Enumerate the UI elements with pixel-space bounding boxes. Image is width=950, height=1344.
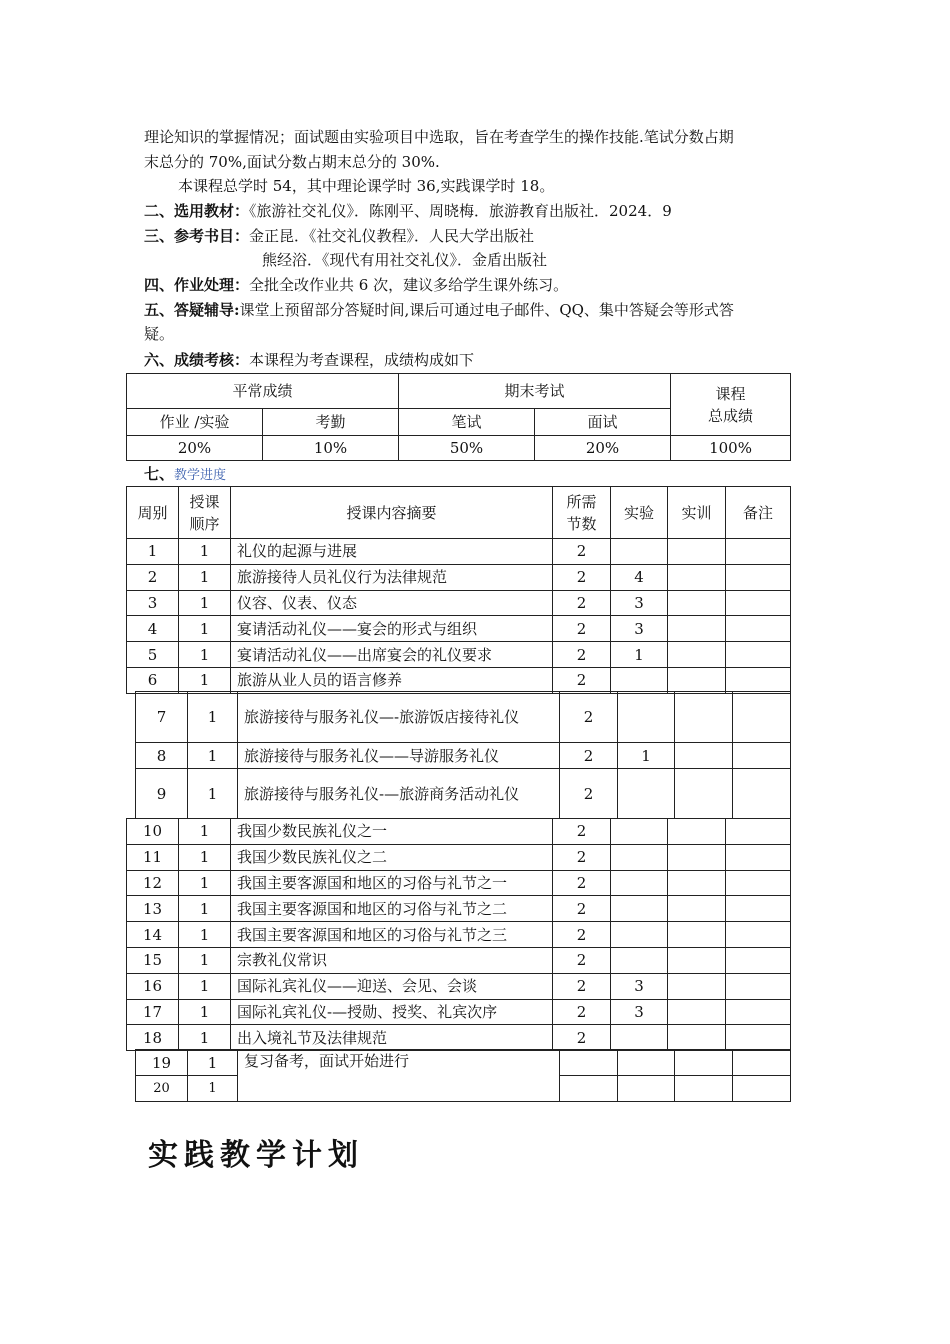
order-cell: 1 (188, 692, 238, 743)
order-cell: 1 (179, 999, 231, 1025)
schedule-row (136, 769, 791, 819)
content-cell: 国际礼宾礼仪-—授勋、授奖、礼宾次序 (231, 999, 553, 1025)
order-cell: 1 (188, 769, 238, 819)
textbook-line (144, 200, 672, 222)
training-cell (668, 973, 726, 999)
note-cell (733, 769, 791, 819)
schedule-row (127, 819, 791, 845)
order-cell: 1 (179, 922, 231, 948)
grade-table (126, 373, 791, 461)
week-cell: 14 (127, 922, 179, 948)
training-cell (675, 1076, 733, 1102)
order-cell: 1 (179, 667, 231, 693)
grade-header-final: 期末考试 (399, 374, 671, 409)
note-cell (726, 539, 791, 565)
hours-cell (560, 1050, 618, 1076)
note-cell (726, 642, 791, 668)
grade-header-total-2: 总成绩 (708, 406, 754, 425)
lab-cell: 1 (611, 642, 668, 668)
homework-line (144, 274, 568, 296)
reference-label: 三、参考书目： (144, 227, 250, 245)
schedule-row (127, 844, 791, 870)
lab-cell: 3 (611, 973, 668, 999)
content-cell: 旅游接待与服务礼仪—-旅游饭店接待礼仪 (238, 692, 560, 743)
lab-cell: 3 (611, 616, 668, 642)
schedule-table-d (135, 1049, 791, 1102)
week-cell: 18 (127, 1025, 179, 1051)
schedule-table-a (126, 486, 791, 694)
lab-cell (618, 1076, 675, 1102)
order-cell: 1 (188, 743, 238, 769)
grade-col-homework: 作业 /实验 (127, 409, 263, 436)
qa-line (144, 299, 734, 321)
hours-cell: 2 (553, 844, 611, 870)
schedule-row (127, 870, 791, 896)
order-cell: 1 (179, 844, 231, 870)
lab-cell: 4 (611, 564, 668, 590)
schedule-row (127, 947, 791, 973)
intro-line-1: 理论知识的掌握情况；面试题由实验项目中选取，旨在考查学生的操作技能.笔试分数占期 (144, 128, 734, 146)
progress-title: 教学进度 (174, 468, 227, 483)
schedule-row (136, 743, 791, 769)
header-training: 实训 (668, 487, 726, 539)
training-cell (668, 844, 726, 870)
week-cell: 2 (127, 564, 179, 590)
grade-value-written: 50% (399, 436, 535, 461)
header-order-1: 授课 (189, 492, 220, 511)
content-cell: 旅游接待与服务礼仪-—旅游商务活动礼仪 (238, 769, 560, 819)
lab-cell (611, 870, 668, 896)
training-cell (668, 870, 726, 896)
week-cell: 11 (127, 844, 179, 870)
week-cell: 20 (136, 1076, 188, 1102)
note-cell (726, 844, 791, 870)
order-cell: 1 (179, 642, 231, 668)
order-cell: 1 (179, 819, 231, 845)
content-cell: 仪容、仪表、仪态 (231, 590, 553, 616)
week-cell: 8 (136, 743, 188, 769)
progress-label: 七、 (144, 465, 175, 483)
qa-label: 五、答疑辅导: (144, 301, 240, 319)
qa-text-1: 课堂上预留部分答疑时间,课后可通过电子邮件、QQ、集中答疑会等形式答 (239, 301, 734, 319)
week-cell: 1 (127, 539, 179, 565)
grade-header-regular: 平常成绩 (127, 374, 399, 409)
hours-cell: 2 (560, 743, 618, 769)
order-cell: 1 (179, 973, 231, 999)
week-cell: 4 (127, 616, 179, 642)
hours-cell: 2 (553, 973, 611, 999)
hours-cell: 2 (560, 769, 618, 819)
training-cell (668, 539, 726, 565)
grade-col-attendance: 考勤 (263, 409, 399, 436)
lab-cell: 1 (618, 743, 675, 769)
hours-cell: 2 (553, 564, 611, 590)
homework-label: 四、作业处理： (144, 276, 250, 294)
lab-cell: 3 (611, 999, 668, 1025)
note-cell (726, 999, 791, 1025)
lab-cell (611, 947, 668, 973)
header-week: 周别 (127, 487, 179, 539)
lab-cell (611, 896, 668, 922)
lab-cell (611, 539, 668, 565)
note-cell (726, 667, 791, 693)
training-cell (668, 896, 726, 922)
lab-cell (611, 844, 668, 870)
textbook-label: 二、选用教材： (144, 202, 250, 220)
lab-cell (618, 769, 675, 819)
schedule-row (127, 590, 791, 616)
content-cell: 宴请活动礼仪——宴会的形式与组织 (231, 616, 553, 642)
schedule-row (127, 896, 791, 922)
schedule-row (127, 564, 791, 590)
schedule-row (127, 539, 791, 565)
review-content-cell: 复习备考，面试开始进行 (238, 1050, 560, 1102)
schedule-row (127, 642, 791, 668)
training-cell (668, 616, 726, 642)
training-cell (675, 1050, 733, 1076)
note-cell (733, 1050, 791, 1076)
training-cell (668, 947, 726, 973)
training-cell (668, 564, 726, 590)
note-cell (733, 692, 791, 743)
training-cell (668, 590, 726, 616)
hours-cell: 2 (553, 539, 611, 565)
order-cell: 1 (179, 947, 231, 973)
textbook-text: 《旅游社交礼仪》．陈刚平、周晓梅．旅游教育出版社．2024．9 (249, 202, 672, 220)
schedule-table-b (135, 691, 791, 819)
hours-cell: 2 (553, 819, 611, 845)
hours-cell: 2 (553, 947, 611, 973)
lab-cell (611, 667, 668, 693)
lab-cell (618, 1050, 675, 1076)
hours-cell: 2 (553, 1025, 611, 1051)
week-cell: 7 (136, 692, 188, 743)
intro-line-3: 本课程总学时 54，其中理论课学时 36,实践课学时 18。 (178, 177, 555, 195)
reference-1: 金正昆．《社交礼仪教程》．人民大学出版社 (249, 227, 535, 245)
lab-cell (611, 1025, 668, 1051)
note-cell (726, 616, 791, 642)
header-content: 授课内容摘要 (231, 487, 553, 539)
content-cell: 旅游从业人员的语言修养 (231, 667, 553, 693)
schedule-row (127, 973, 791, 999)
order-cell: 1 (188, 1050, 238, 1076)
header-order (179, 487, 231, 539)
practice-plan-title: 实践教学计划 (148, 1138, 364, 1173)
training-cell (668, 922, 726, 948)
reference-2: 熊经浴．《现代有用社交礼仪》．金盾出版社 (262, 251, 548, 269)
grade-value-interview: 20% (535, 436, 671, 461)
grade-text: 本课程为考查课程，成绩构成如下 (249, 351, 475, 369)
content-cell: 我国主要客源国和地区的习俗与礼节之一 (231, 870, 553, 896)
grade-line (144, 349, 474, 371)
week-cell: 17 (127, 999, 179, 1025)
content-cell: 国际礼宾礼仪——迎送、会见、会谈 (231, 973, 553, 999)
week-cell: 13 (127, 896, 179, 922)
hours-cell: 2 (553, 667, 611, 693)
lab-cell (611, 819, 668, 845)
schedule-row (127, 1025, 791, 1051)
schedule-row (127, 616, 791, 642)
content-cell: 宴请活动礼仪——出席宴会的礼仪要求 (231, 642, 553, 668)
homework-text: 全批全改作业共 6 次，建议多给学生课外练习。 (249, 276, 569, 294)
header-hours (553, 487, 611, 539)
week-cell: 3 (127, 590, 179, 616)
grade-value-homework: 20% (127, 436, 263, 461)
note-cell (726, 564, 791, 590)
header-note: 备注 (726, 487, 791, 539)
schedule-row (127, 922, 791, 948)
grade-col-interview: 面试 (535, 409, 671, 436)
hours-cell: 2 (553, 642, 611, 668)
header-hours-2: 节数 (566, 514, 597, 533)
week-cell: 9 (136, 769, 188, 819)
hours-cell: 2 (553, 870, 611, 896)
note-cell (733, 1076, 791, 1102)
schedule-row (136, 692, 791, 743)
content-cell: 旅游接待与服务礼仪——导游服务礼仪 (238, 743, 560, 769)
order-cell: 1 (179, 590, 231, 616)
note-cell (726, 870, 791, 896)
grade-header-total-1: 课程 (715, 384, 746, 403)
content-cell: 旅游接待人员礼仪行为法律规范 (231, 564, 553, 590)
training-cell (675, 743, 733, 769)
order-cell: 1 (179, 1025, 231, 1051)
week-cell: 16 (127, 973, 179, 999)
content-cell: 礼仪的起源与进展 (231, 539, 553, 565)
qa-text-2: 疑。 (144, 325, 175, 343)
content-cell: 出入境礼节及法律规范 (231, 1025, 553, 1051)
week-cell: 5 (127, 642, 179, 668)
order-cell: 1 (188, 1076, 238, 1102)
content-cell: 我国主要客源国和地区的习俗与礼节之三 (231, 922, 553, 948)
progress-heading (144, 463, 226, 487)
grade-value-total: 100% (671, 436, 791, 461)
grade-label: 六、成绩考核： (144, 351, 250, 369)
hours-cell: 2 (560, 692, 618, 743)
note-cell (726, 1025, 791, 1051)
hours-cell: 2 (553, 590, 611, 616)
schedule-row (127, 999, 791, 1025)
content-cell: 我国主要客源国和地区的习俗与礼节之二 (231, 896, 553, 922)
hours-cell: 2 (553, 616, 611, 642)
header-lab: 实验 (611, 487, 668, 539)
schedule-row (127, 667, 791, 693)
training-cell (675, 769, 733, 819)
order-cell: 1 (179, 896, 231, 922)
header-hours-1: 所需 (566, 492, 597, 511)
header-order-2: 顺序 (189, 514, 220, 533)
hours-cell: 2 (553, 922, 611, 948)
schedule-table-c (126, 818, 791, 1051)
training-cell (668, 667, 726, 693)
note-cell (726, 819, 791, 845)
note-cell (726, 973, 791, 999)
content-cell: 我国少数民族礼仪之一 (231, 819, 553, 845)
week-cell: 19 (136, 1050, 188, 1076)
hours-cell (560, 1076, 618, 1102)
week-cell: 15 (127, 947, 179, 973)
week-cell: 6 (127, 667, 179, 693)
training-cell (668, 819, 726, 845)
order-cell: 1 (179, 564, 231, 590)
intro-line-2: 末总分的 70%,面试分数占期末总分的 30%. (144, 153, 440, 171)
reference-line (144, 225, 534, 247)
order-cell: 1 (179, 616, 231, 642)
note-cell (733, 743, 791, 769)
hours-cell: 2 (553, 896, 611, 922)
lab-cell (611, 922, 668, 948)
order-cell: 1 (179, 870, 231, 896)
training-cell (675, 692, 733, 743)
note-cell (726, 896, 791, 922)
training-cell (668, 642, 726, 668)
grade-col-written: 笔试 (399, 409, 535, 436)
lab-cell (618, 692, 675, 743)
week-cell: 12 (127, 870, 179, 896)
week-cell: 10 (127, 819, 179, 845)
note-cell (726, 590, 791, 616)
content-cell: 宗教礼仪常识 (231, 947, 553, 973)
grade-header-total (671, 374, 791, 436)
lab-cell: 3 (611, 590, 668, 616)
training-cell (668, 1025, 726, 1051)
grade-value-attendance: 10% (263, 436, 399, 461)
training-cell (668, 999, 726, 1025)
content-cell: 我国少数民族礼仪之二 (231, 844, 553, 870)
note-cell (726, 922, 791, 948)
hours-cell: 2 (553, 999, 611, 1025)
note-cell (726, 947, 791, 973)
order-cell: 1 (179, 539, 231, 565)
